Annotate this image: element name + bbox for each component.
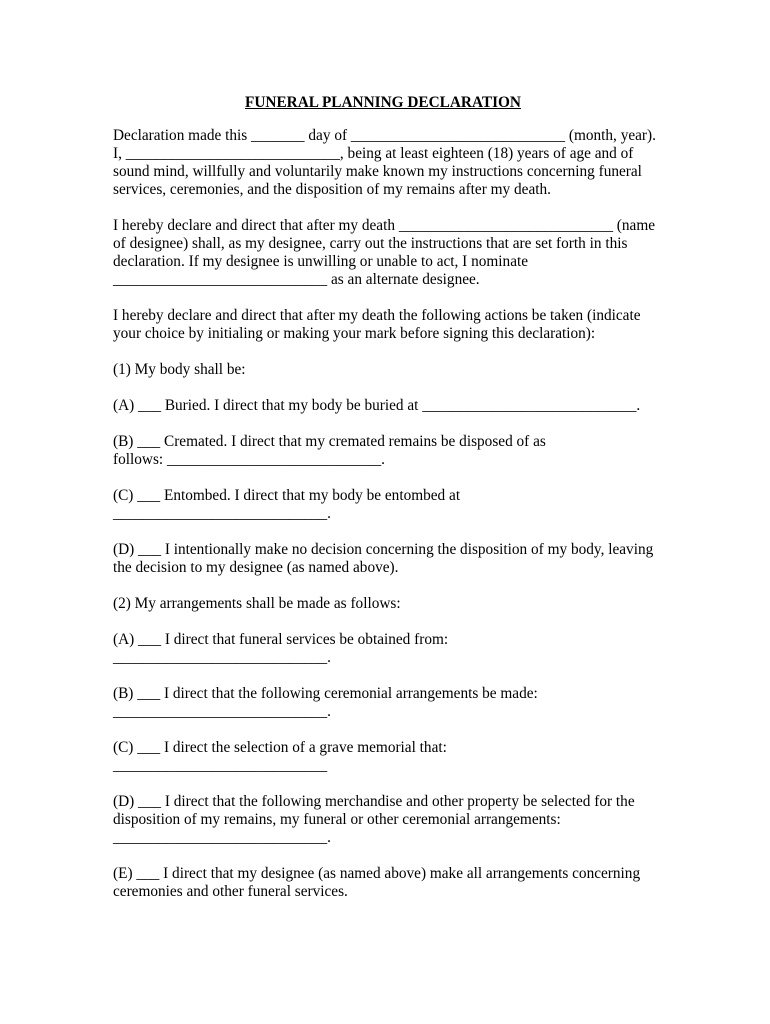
text-line: Declaration made this _______ day of ____________________________ (month, year). — [113, 127, 656, 144]
option-funeral-services — [113, 631, 653, 667]
text-line: ____________________________. — [113, 505, 331, 522]
option-cremated — [113, 433, 653, 469]
paragraph-designee — [113, 217, 656, 289]
text-line: (C) ___ I direct the selection of a grave memorial that: — [113, 739, 447, 756]
paragraph-actions-intro — [113, 307, 653, 343]
document-title: FUNERAL PLANNING DECLARATION — [245, 94, 521, 111]
option-no-decision — [113, 541, 653, 577]
option-designee-arrangements — [113, 865, 653, 901]
text-line: (E) ___ I direct that my designee (as named above) make all arrangements concerning — [113, 865, 641, 882]
text-line: follows: ____________________________. — [113, 451, 385, 468]
text-line: ____________________________. — [113, 703, 331, 720]
text-line: (A) ___ Buried. I direct that my body be buried at ____________________________. — [113, 397, 641, 414]
text-line: (D) ___ I direct that the following merchandise and other property be selected for the — [113, 793, 635, 810]
text-line: I hereby declare and direct that after my death ____________________________ (name — [113, 217, 656, 234]
text-line: (A) ___ I direct that funeral services be obtained from: — [113, 631, 449, 648]
document-body — [113, 94, 656, 919]
option-grave-memorial — [113, 739, 653, 775]
text-line: ceremonies and other funeral services. — [113, 883, 348, 900]
text-line: services, ceremonies, and the disposition of my remains after my death. — [113, 181, 551, 198]
paragraph-declaration-intro — [113, 127, 656, 199]
text-line: (2) My arrangements shall be made as follows: — [113, 595, 401, 612]
text-line: (B) ___ Cremated. I direct that my cremated remains be disposed of as — [113, 433, 546, 450]
text-line: ____________________________. — [113, 649, 331, 666]
text-line: (B) ___ I direct that the following ceremonial arrangements be made: — [113, 685, 538, 702]
text-line: (1) My body shall be: — [113, 361, 246, 378]
option-merchandise — [113, 793, 653, 847]
text-line: sound mind, willfully and voluntarily make known my instructions concerning funeral — [113, 163, 642, 180]
text-line: the decision to my designee (as named above). — [113, 559, 399, 576]
option-entombed — [113, 487, 653, 523]
text-line: I, ____________________________, being at least eighteen (18) years of age and of — [113, 145, 634, 162]
text-line: ____________________________ — [113, 757, 328, 774]
text-line: ____________________________. — [113, 829, 331, 846]
section-heading-body — [113, 361, 653, 379]
option-ceremonial-arrangements — [113, 685, 653, 721]
text-line: (D) ___ I intentionally make no decision concerning the disposition of my body, leaving — [113, 541, 654, 558]
text-line: ____________________________ as an alternate designee. — [113, 271, 480, 288]
text-line: declaration. If my designee is unwilling or unable to act, I nominate — [113, 253, 529, 270]
option-buried — [113, 397, 653, 415]
text-line: I hereby declare and direct that after my death the following actions be taken (indicate — [113, 307, 641, 324]
text-line: your choice by initialing or making your mark before signing this declaration): — [113, 325, 596, 342]
text-line: (C) ___ Entombed. I direct that my body be entombed at — [113, 487, 461, 504]
section-heading-arrangements — [113, 595, 653, 613]
text-line: disposition of my remains, my funeral or other ceremonial arrangements: — [113, 811, 561, 828]
text-line: of designee) shall, as my designee, carry out the instructions that are set forth in this — [113, 235, 628, 252]
